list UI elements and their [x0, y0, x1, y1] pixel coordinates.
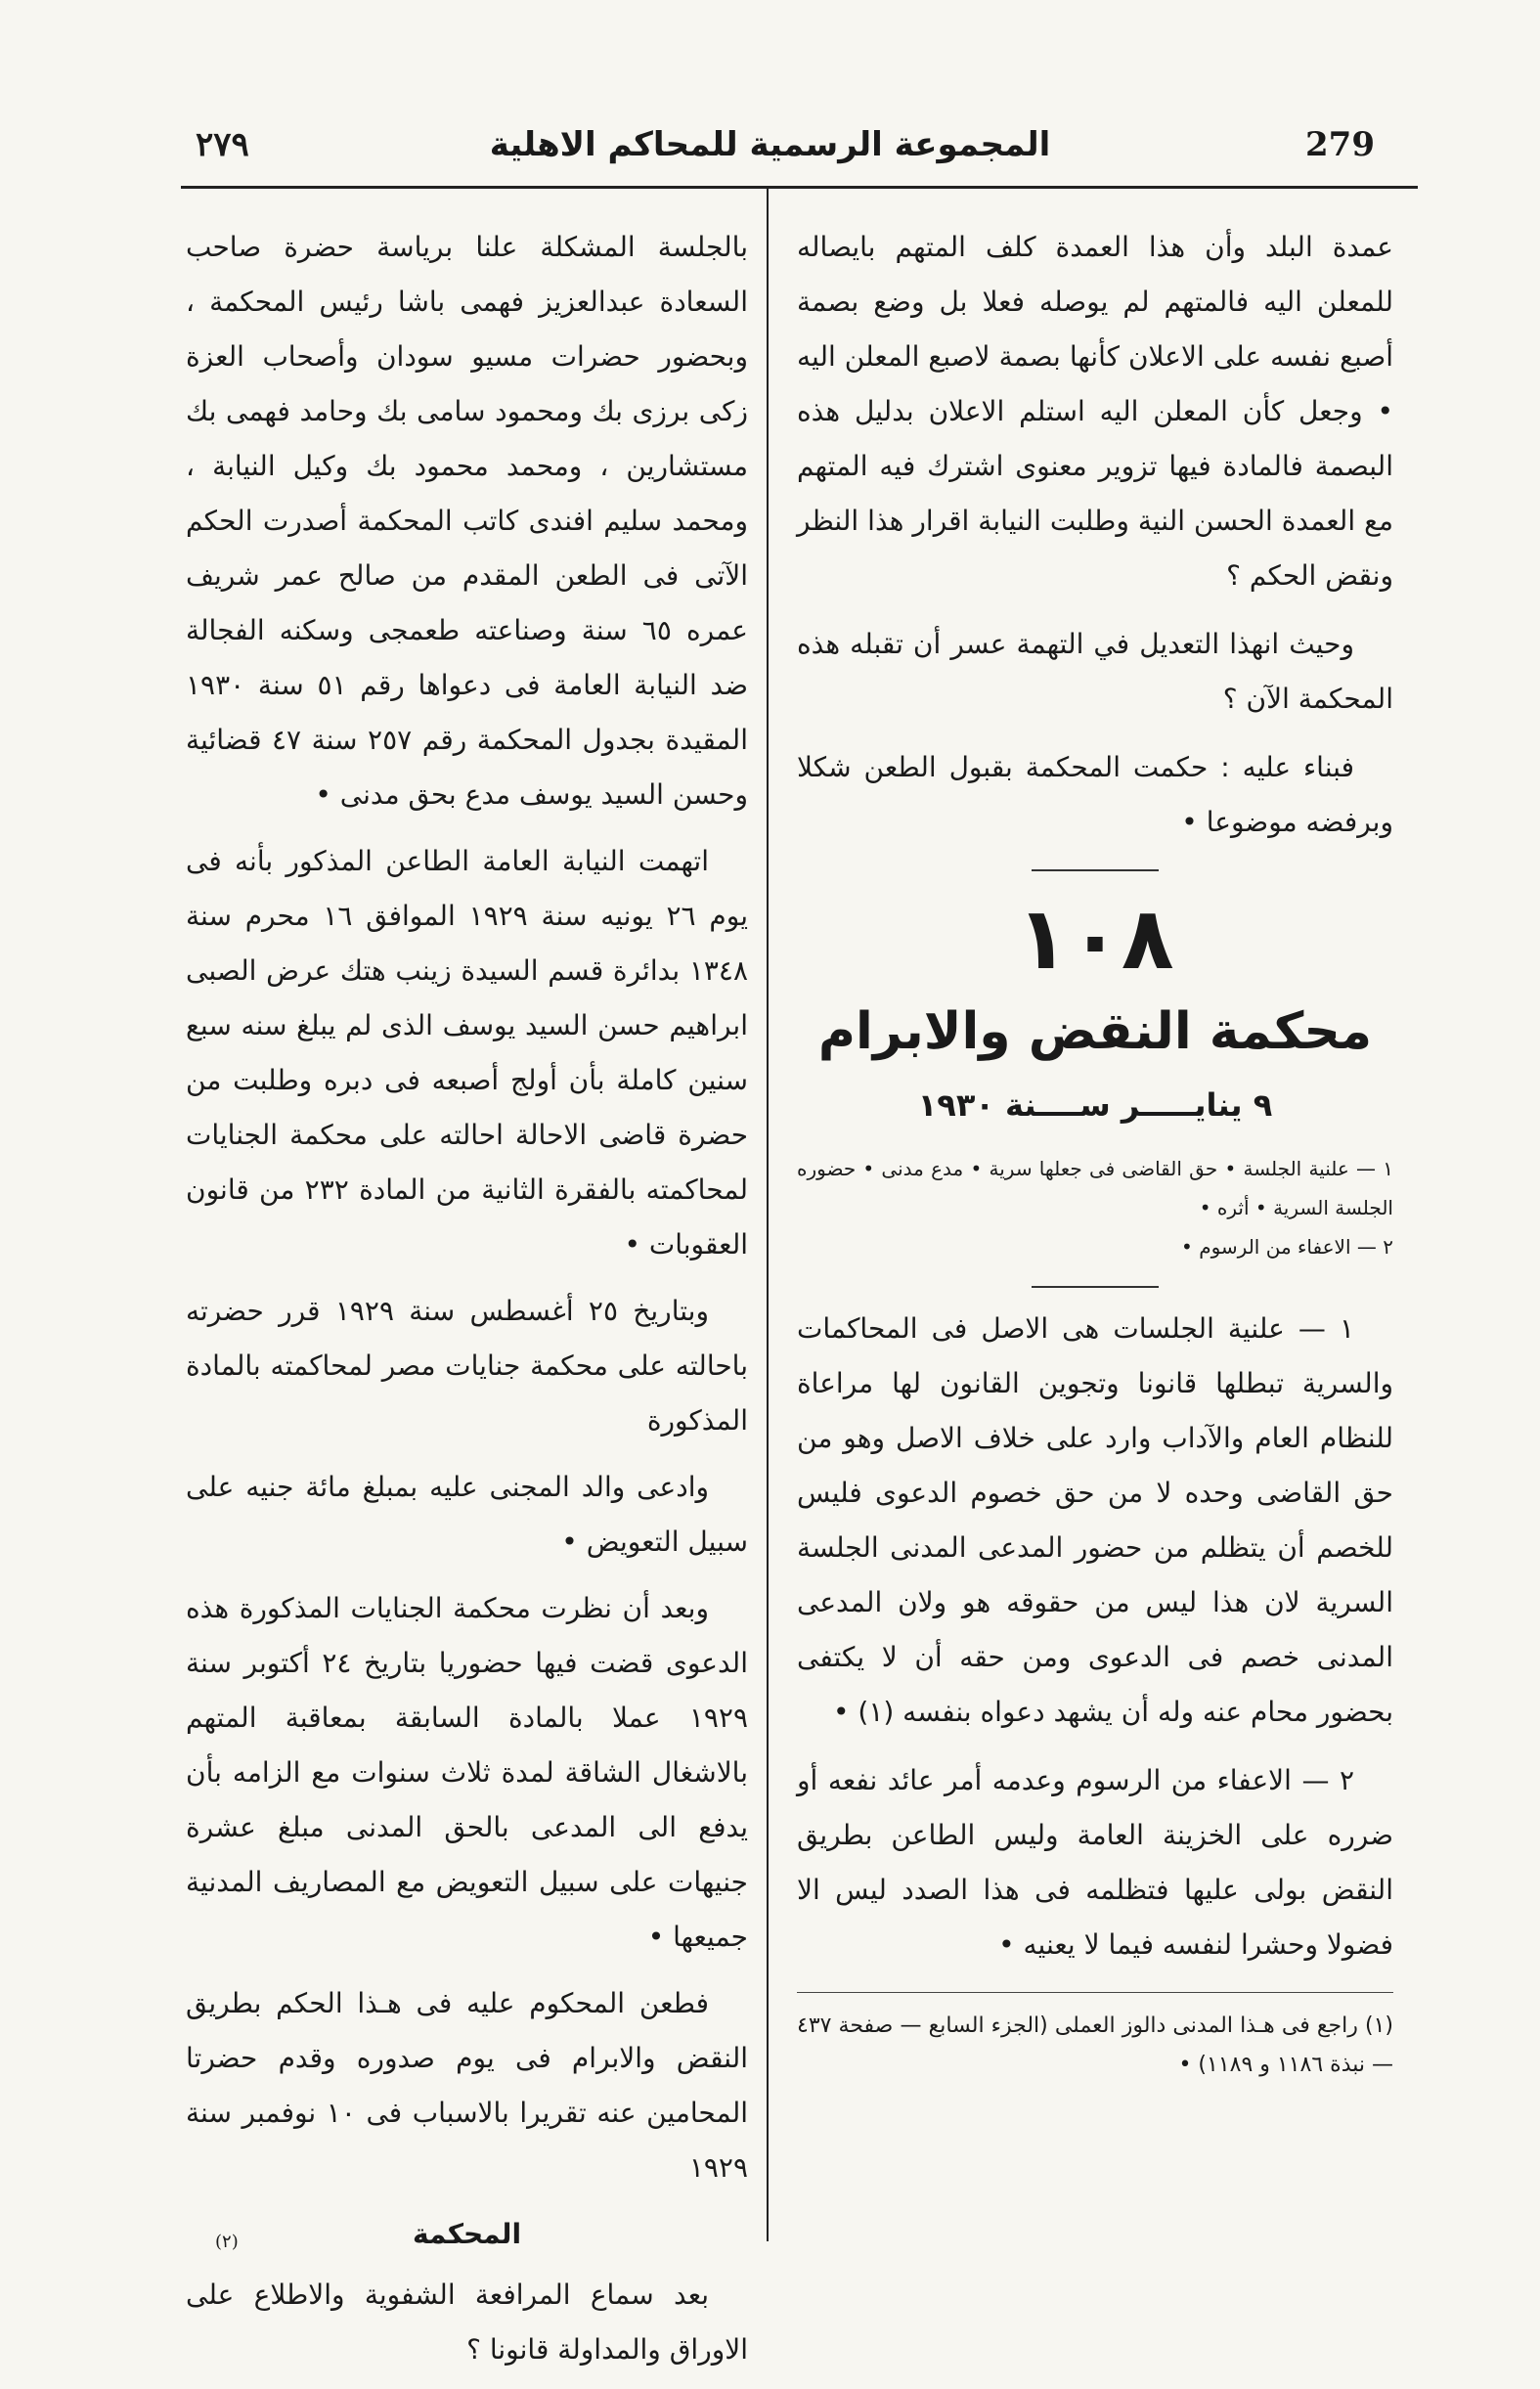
- judgment-date: ٩ ينايـــــر ســــنة ١٩٣٠: [917, 1086, 1273, 1124]
- paragraph: اتهمت النيابة العامة الطاعن المذكور بأنه فى يوم ٢٦ يونيه سنة ١٩٢٩ الموافق ١٦ محرم سنة ١٣٤٨ بدائرة قسم السيدة زينب هتك عرض الصبى ابراهيم حسن السيد يوسف الذى لم يبلغ سنه سبع سنين كاملة بأن أولج أصبعه فى دبره وطلبت من حضرة قاضى الاحالة احالته على محكمة الجنايات لمحاكمته بالفقرة الثانية من المادة ٢٣٢ من قانون العقوبات •: [186, 845, 748, 1261]
- section-separator: [1032, 869, 1159, 871]
- page-number-arabic: ٢٧٩: [196, 125, 249, 164]
- page-number-latin: 279: [1305, 125, 1375, 164]
- section-heading: المحكمة: [412, 2218, 522, 2250]
- case-summary: [797, 1149, 1393, 1266]
- header-rule: [181, 186, 1418, 189]
- signature-mark: (٢): [215, 2232, 239, 2252]
- left-column: [186, 220, 748, 2389]
- paragraph: وبتاريخ ٢٥ أغسطس سنة ١٩٢٩ قرر حضرته باحالته على محكمة جنايات مصر لمحاكمته بالمادة المذكورة: [186, 1295, 748, 1437]
- right-column: [797, 220, 1393, 2085]
- running-title: المجموعة الرسمية للمحاكم الاهلية: [489, 125, 1051, 164]
- case-number: ١٠٨: [1016, 888, 1174, 989]
- paragraph: وبعد أن نظرت محكمة الجنايات المذكورة هذه الدعوى قضت فيها حضوريا بتاريخ ٢٤ أكتوبر سنة ١٩٢٩ عملا بالمادة السابقة بمعاقبة المتهم بالاشغال الشاقة لمدة ثلاث سنوات مع الزامه بأن يدفع الى المدعى بالحق المدنى مبلغ عشرة جنيهات على سبيل التعويض مع المصاريف المدنية جميعها •: [186, 1592, 748, 1953]
- footnote: (١) راجع فى هـذا المدنى دالوز العملى (الجزء السابع — صفحة ٤٣٧ — نبذة ١١٨٦ و ١١٨٩) •: [797, 1992, 1393, 2085]
- principle-paragraph: ١ — علنية الجلسات هى الاصل فى المحاكمات والسرية تبطلها قانونا وتجوين القانون لها مراعاة للنظام العام والآداب وارد على خلاف الاصل وهو من حق القاضى وحده لا من حق خصوم الدعوى فليس للخصم أن يتظلم من حضور المدعى المدنى الجلسة السرية لان هذا ليس من حقوقه هو ولان المدعى المدنى خصم فى الدعوى ومن حقه أن لا يكتفى بحضور محام عنه وله أن يشهد دعواه بنفسه (١) •: [797, 1312, 1393, 1728]
- section-separator: [1032, 1286, 1159, 1288]
- paragraph: بالجلسة المشكلة علنا برياسة حضرة صاحب السعادة عبدالعزيز فهمى باشا رئيس المحكمة ، وبحضور حضرات مسيو سودان وأصحاب العزة زكى برزى بك ومحمود سامى بك وحامد فهمى بك مستشارين ، ومحمد محمود بك وكيل النيابة ، ومحمد سليم افندى كاتب المحكمة أصدرت الحكم الآتى فى الطعن المقدم من صالح عمر شريف عمره ٦٥ سنة وصناعته طعمجى وسكنه الفجالة ضد النيابة العامة فى دعواها رقم ٥١ سنة ١٩٣٠ المقيدة بجدول المحكمة رقم ٢٥٧ سنة ٤٧ قضائية وحسن السيد يوسف مدع بحق مدنى •: [186, 231, 748, 811]
- paragraph: فبناء عليه : حكمت المحكمة بقبول الطعن شكلا وبرفضه موضوعا •: [797, 751, 1393, 838]
- summary-item: ٢ — الاعفاء من الرسوم •: [1181, 1235, 1393, 1259]
- principle-paragraph: ٢ — الاعفاء من الرسوم وعدمه أمر عائد نفعه أو ضرره على الخزينة العامة وليس الطاعن بطريق النقض بولى عليها فتظلمه فى هذا الصدد ليس الا فضولا وحشرا لنفسه فيما لا يعنيه •: [797, 1764, 1393, 1961]
- column-divider: [767, 188, 769, 2241]
- paragraph: عمدة البلد وأن هذا العمدة كلف المتهم بايصاله للمعلن اليه فالمتهم لم يوصله فعلا بل وضع بصمة أصبع نفسه على الاعلان كأنها بصمة لاصبع المعلن اليه • وجعل كأن المعلن اليه استلم الاعلان بدليل هذه البصمة فالمادة فيها تزوير معنوى اشترك فيه المتهم مع العمدة الحسن النية وطلبت النيابة اقرار هذا النظر ونقض الحكم ؟: [797, 231, 1393, 592]
- paragraph: فطعن المحكوم عليه فى هـذا الحكم بطريق النقض والابرام فى يوم صدوره وقدم حضرتا المحامين عنه تقريرا بالاسباب فى ١٠ نوفمبر سنة ١٩٢٩: [186, 1987, 749, 2184]
- summary-item: ١ — علنية الجلسة • حق القاضى فى جعلها سرية • مدع مدنى • حضوره الجلسة السرية • أثره •: [797, 1157, 1393, 1219]
- paragraph: بعد سماع المرافعة الشفوية والاطلاع على الاوراق والمداولة قانونا ؟: [186, 2278, 748, 2366]
- court-title: محكمة النقض والابرام: [817, 1002, 1373, 1061]
- paragraph: وادعى والد المجنى عليه بمبلغ مائة جنيه على سبيل التعويض •: [186, 1471, 748, 1558]
- paragraph: وحيث انهذا التعديل في التهمة عسر أن تقبله هذه المحكمة الآن ؟: [797, 628, 1393, 715]
